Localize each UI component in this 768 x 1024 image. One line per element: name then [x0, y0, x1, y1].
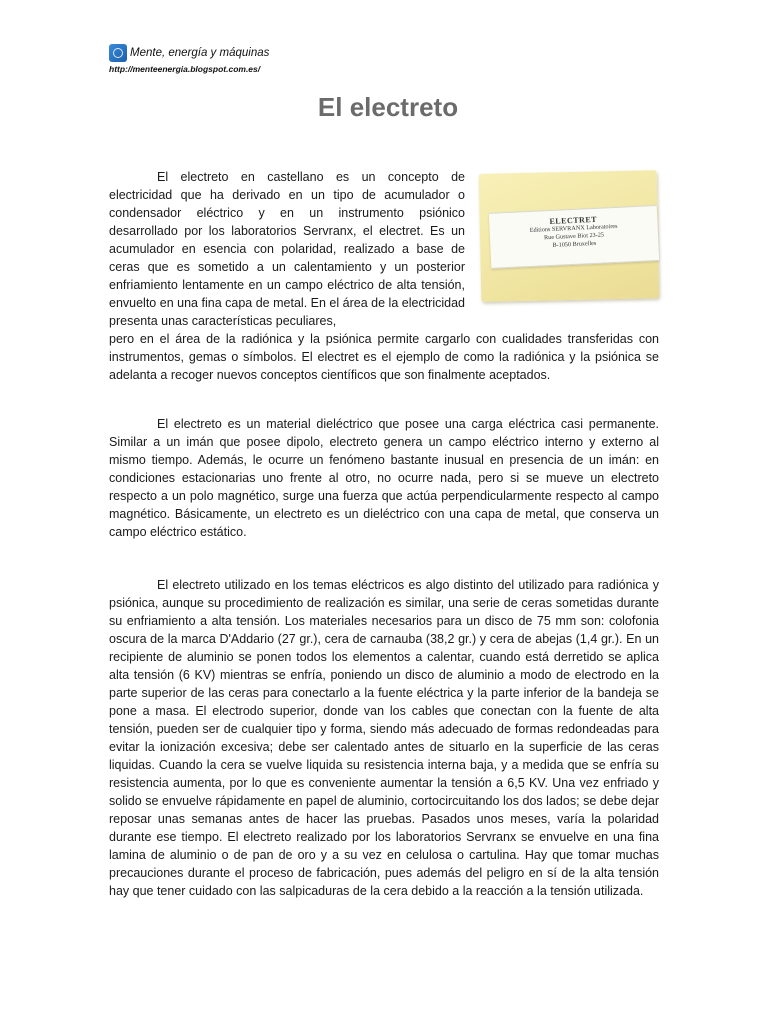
paragraph-1-continued: pero en el área de la radiónica y la psiónica permite cargarlo con cualidades transferidas con instrumentos, gemas o símbolos. El electret es el ejemplo de como la radiónica y la psiónica se adelanta a recoger nuevos conceptos científicos que son finalmente aceptados.	[109, 332, 659, 382]
electret-label-line3: B-1050 Bruxelles	[552, 239, 597, 249]
blog-logo-icon	[109, 44, 127, 62]
electret-label-line1: Editions SERVRANX Laboratoires	[529, 222, 618, 234]
paragraph-1-intro: El electreto en castellano es un concepto de electricidad que ha derivado en un tipo de acumulador o condensador eléctrico y en un instrumento psiónico desarrollado por los laboratorios Servranx, el electret. Es un acumulador en esencia con polaridad, realizado a base de ceras que es sometido a un calentamiento y un posterior enfriamiento lentamente en un campo eléctrico de alta tensión, envuelto en una fina capa de metal. En el área de la electricidad presenta unas características peculiares,	[109, 170, 465, 328]
paragraph-3: El electreto utilizado en los temas eléctricos es algo distinto del utilizado para radiónica y psiónica, aunque su procedimiento de realización es similar, una serie de ceras sometidas durante su enfriamiento a alta tensión. Los materiales necesarios para un disco de 75 mm son: colofonia oscura de la marca D'Addario (27 gr.), cera de carnauba (38,2 gr.) y cera de abejas (1,4 gr.). En un recipiente de aluminio se ponen todos los elementos a calentar, cuando está derretido se aplica alta tensión (6 KV) mientras se enfría, poniendo un disco de aluminio a modo de electrodo en la parte superior de las ceras para conectarlo a la fuente eléctrica y la parte inferior de la bandeja se pone a masa. El electrodo superior, donde van los cables que conectan con la fuente de alta tensión, pueden ser de cualquier tipo y forma, siendo más adecuado de formas redondeadas para evitar la ionización excesiva; debe ser calentado antes de situarlo en la superficie de las ceras liquidas. Cuando la cera se vuelve liquida su resistencia interna baja, y a medida que se enfría su resistencia aumenta, por lo que es conveniente aumentar la tensión a 6,5 KV. Una vez enfriado y solido se envuelve rápidamente en papel de aluminio, cortocircuitando los dos lados; se debe dejar reposar unas semanas antes de hacer las pruebas. Pasados unos meses, varía la polaridad durante ese tiempo. El electreto realizado por los laboratorios Servranx se envuelve en una fina lamina de aluminio o de pan de oro y a su vez en celulosa o cartulina. Hay que tomar muchas precauciones durante el proceso de fabricación, pues además del peligro en sí de la alta tensión hay que tener cuidado con las salpicaduras de la cera debido a la reacción a la tensión utilizada.	[109, 578, 659, 898]
electret-label-line2: Rue Gustave Biot 23-25	[543, 231, 605, 242]
electret-wax-block	[479, 170, 660, 302]
page-title: El electreto	[317, 92, 459, 122]
blog-header	[109, 44, 269, 74]
blog-url[interactable]: http://menteenergia.blogspot.com.es/	[109, 64, 261, 74]
electret-photo	[476, 168, 666, 306]
paragraph-2: El electreto es un material dieléctrico que posee una carga eléctrica casi permanente. Similar a un imán que posee dipolo, electreto genera un campo eléctrico interno y externo al mismo tiempo. Además, le ocurre un fenómeno bastante inusual en presencia de un imán: en condiciones estacionarias uno frente al otro, no ocurre nada, pero si se mueve un electreto respecto a un polo magnético, surge una fuerza que actúa perpendicularmente respecto al campo magnético. Básicamente, un electreto es un dieléctrico con una capa de metal, que conserva un campo eléctrico estático.	[109, 417, 659, 539]
blog-name: Mente, energía y máquinas	[130, 47, 270, 59]
electret-label-head: ELECTRET	[549, 214, 598, 227]
electret-label	[489, 205, 659, 269]
